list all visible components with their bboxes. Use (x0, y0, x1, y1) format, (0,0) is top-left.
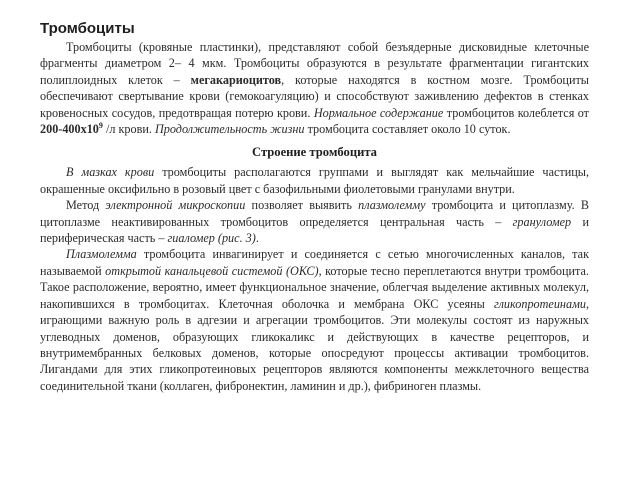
em-text-1: Метод (66, 198, 106, 213)
electron-microscopy-term: электронной микроскопии (105, 198, 246, 213)
intro-text-2: , которые находятся в костном мозге. Тромбоциты обеспечивают свертывание крови (гемокоагуляцию) и способствуют заживлению дефектов в стенках кровеносных сосудов, предотвращая потерю крови. (40, 72, 589, 120)
range-base: 200-400х10 (40, 122, 99, 137)
blood-smear-term: В мазках крови (66, 165, 155, 180)
pl-text-1: тромбоцита инвагинирует и соединяется с сетью многочисленных каналов, так называемой (40, 247, 589, 278)
granulomere-term: грануломер (512, 214, 572, 229)
plasmalemma-heading-term: Плазмолемма (66, 247, 137, 262)
em-text-4: и периферическая часть – (40, 214, 589, 246)
electron-microscopy-paragraph (40, 197, 589, 246)
em-text-3: тромбоцита и цитоплазму. В цитоплазме неактивированных тромбоцитов определяется центральная часть – (40, 198, 589, 229)
em-text-2: позволяет выявить (245, 198, 359, 213)
normal-content-label: Нормальное содержание (313, 105, 444, 120)
lifespan-label: Продолжительность жизни (154, 122, 305, 137)
term-megakaryocytes: мегакариоцитов (190, 72, 282, 87)
plasmalemma-term: плазмолемму (358, 198, 426, 213)
intro-text-3: тромбоцитов колеблется от (443, 105, 589, 120)
blood-smear-paragraph (40, 164, 589, 197)
platelet-count-range (40, 122, 103, 136)
intro-paragraph (40, 39, 589, 137)
pl-text-3: , играющими важную роль в адгезии и агрегации тромбоцитов. Эти молекулы состоят из наружных углеводных доменов, образующих гликокаликс и действующих в качестве рецепторов, и внутримембранных белковых доменов, которые опосредуют процессы активации тромбоцитов. Лигандами для этих гликопротеиновых рецепторов являются компоненты межклеточного вещества соединительной ткани (коллаген, фибронектин, ламинин и др.), фибриноген плазмы. (40, 296, 589, 393)
section-title: Тромбоциты (40, 20, 135, 37)
pl-text-2: , которые тесно переплетаются внутри тромбоцита. Такое расположение, вероятно, имеет функциональное значение, облегчая выделение активных молекул, накопившихся в тромбоцитах. Клеточная оболочка и мембрана ОКС усеяны (40, 263, 589, 311)
subsection-title: Строение тромбоцита (252, 145, 377, 160)
plasmalemma-paragraph (40, 246, 589, 394)
intro-text-5: тромбоцита составляет около 10 суток. (304, 122, 511, 137)
intro-text-1: Тромбоциты (кровяные пластинки), представляют собой безъядерные дисковидные клеточные фрагменты диаметром 2– 4 мкм. Тромбоциты образуются в результате фрагментации гигантских полиплоидных клеток – (40, 40, 589, 87)
glycoproteins-term: гликопротеинами (494, 296, 586, 311)
hyalomere-term: гиаломер (рис. 3) (167, 231, 256, 246)
intro-text-4: /л крови. (102, 122, 155, 137)
blood-smear-text: тромбоциты располагаются группами и выглядят как мельчайшие частицы, окрашенные оксифильно в розовый цвет с базофильными фиолетовыми гранулами внутри. (40, 165, 589, 196)
em-text-5: . (255, 231, 259, 246)
open-canalicular-system-term: открытой канальцевой системой (ОКС) (105, 263, 319, 278)
range-exponent: 9 (98, 120, 103, 130)
